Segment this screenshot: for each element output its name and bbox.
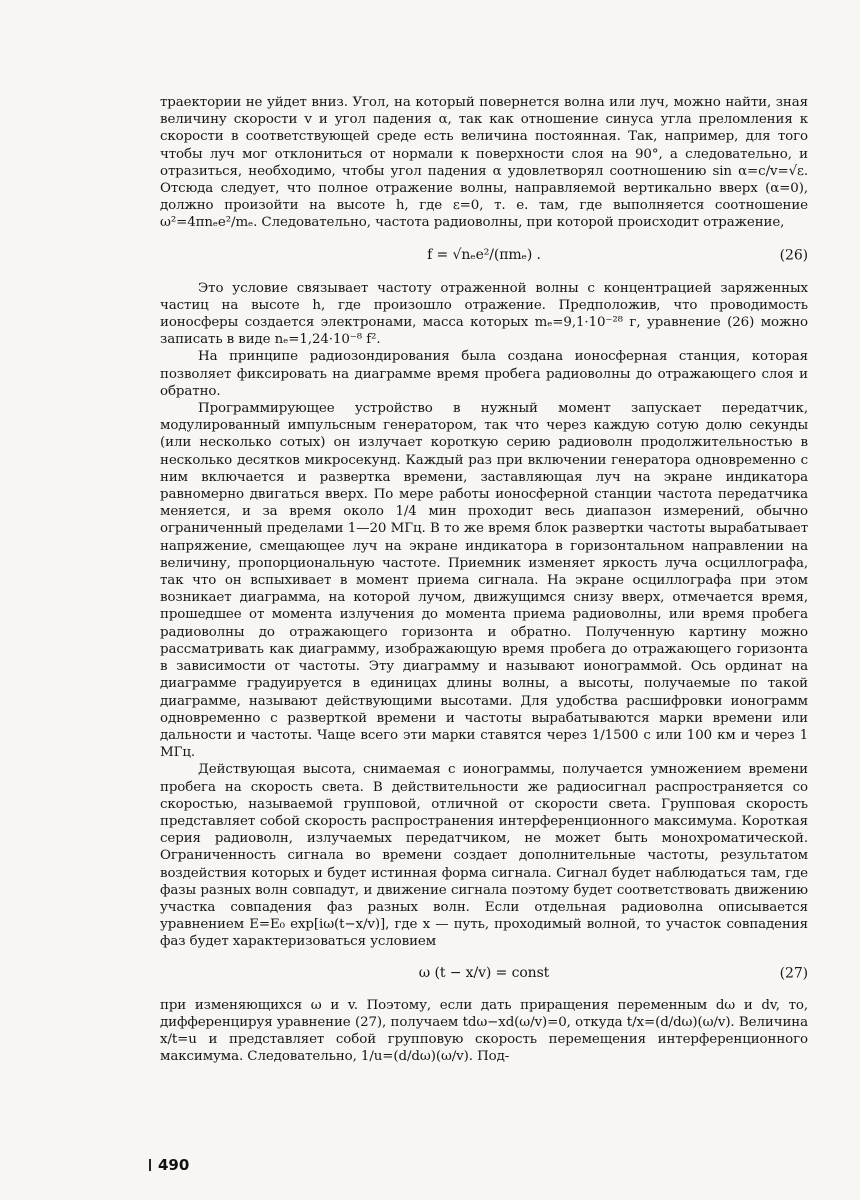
paragraph-condition: Это условие связывает частоту отраженной волны с концентрацией заряженных частиц на высоте h, где произошло отражение. Предположив, что проводимость ионосферы создается электронами, масса которых mₑ=9,1·10⁻²⁸ г, уравнение (26) можно записать в виде nₑ=1,24·10⁻⁸ f². — [160, 280, 808, 348]
text-column — [160, 94, 808, 1065]
paragraph-continuation: траектории не уйдет вниз. Угол, на который повернется волна или луч, можно найти, зная величину скорости v и угол падения α, так как отношение синуса угла преломления к скорости в соответствующей среде есть величина постоянная. Так, например, для того чтобы луч мог отклониться от нормали к поверхности слоя на 90°, а следовательно, и отразиться, необходимо, чтобы угол падения α удовлетворял соотношению sin α=c/v=√ε. Отсюда следует, что полное отражение волны, направляемой вертикально вверх (α=0), должно произойти на высоте h, где ε=0, т. е. там, где выполняется соотношение ω²=4πnₑe²/mₑ. Следовательно, частота радиоволны, при которой происходит отражение, — [160, 95, 808, 231]
paragraph-effective-height: Действующая высота, снимаемая с ионограммы, получается умножением времени пробега на скорость света. В действительности же радиосигнал распространяется со скоростью, называемой групповой, отличной от скорости света. Групповая скорость представляет собой скорость распространения интерференционного максимума. Короткая серия радиоволн, излучаемых передатчиком, не может быть монохроматической. Ограниченность сигнала во времени создает дополнительные частоты, результатом воздействия которых и будет истинная форма сигнала. Сигнал будет наблюдаться там, где фазы разных волн совпадут, и движение сигнала поэтому будет соответствовать движению участка совпадения фаз разных волн. Если отдельная радиоволна описывается уравнением E=E₀ exp[iω(t−x/v)], где x — путь, проходимый волной, то участок совпадения фаз будет характеризоваться условием — [160, 762, 808, 950]
equation-number-27: (27) — [779, 964, 808, 981]
paragraph-ionosonde-station: На принципе радиозондирования была создана ионосферная станция, которая позволяет фиксировать на диаграмме время пробега радиоволны до отражающего слоя и обратно. — [160, 349, 808, 399]
formula-27-expression: ω (t − x/v) = const — [418, 964, 550, 981]
paragraph-group-velocity: при изменяющихся ω и v. Поэтому, если дать приращения переменным dω и dv, то, дифференцируя уравнение (27), получаем tdω−xd(ω/v)=0, откуда t/x=(d/dω)(ω/v). Величина x/t=u и представляет собой групповую скорость перемещения интерференционного максимума. Следовательно, 1/u=(d/dω)(ω/v). Под- — [160, 997, 808, 1065]
page-number: 490 — [158, 1156, 190, 1174]
paragraph-programming-device: Программирующее устройство в нужный момент запускает передатчик, модулированный импульсным генератором, так что через каждую сотую долю секунды (или несколько сотых) он излучает короткую серию радиоволн продолжительностью в несколько десятков микросекунд. Каждый раз при включении генератора одновременно с ним включается и развертка времени, заставляющая луч на экране индикатора равномерно двигаться вверх. По мере работы ионосферной станции частота передатчика меняется, и за время около 1/4 мин проходит весь диапазон измерений, обычно ограниченный пределами 1—20 МГц. В то же время блок развертки частоты вырабатывает напряжение, смещающее луч на экране индикатора в горизонтальном направлении на величину, пропорциональную частоте. Приемник изменяет яркость луча осциллографа, так что он вспыхивает в момент приема сигнала. На экране осциллографа при этом возникает диаграмма, на которой лучом, движущимся снизу вверх, отмечается время, прошедшее от момента излучения до момента приема радиоволны, или время пробега радиоволны до отражающего горизонта и обратно. Полученную картину можно рассматривать как диаграмму, изображающую время пробега до отражающего горизонта в зависимости от частоты. Эту диаграмму и называют ионограммой. Ось ординат на диаграмме градуируется в единицах длины волны, а высоты, получаемые по такой диаграмме, называют действующими высотами. Для удобства расшифровки ионограмм одновременно с разверткой времени и частоты вырабатываются марки времени или дальности и частоты. Чаще всего эти марки ставятся через 1/1500 с или 100 км и через 1 МГц. — [160, 401, 808, 761]
formula-27 — [160, 951, 808, 997]
formula-26-expression: f = √nₑe²/(πmₑ) . — [427, 247, 541, 264]
formula-26 — [160, 232, 808, 280]
equation-number-26: (26) — [779, 247, 808, 264]
